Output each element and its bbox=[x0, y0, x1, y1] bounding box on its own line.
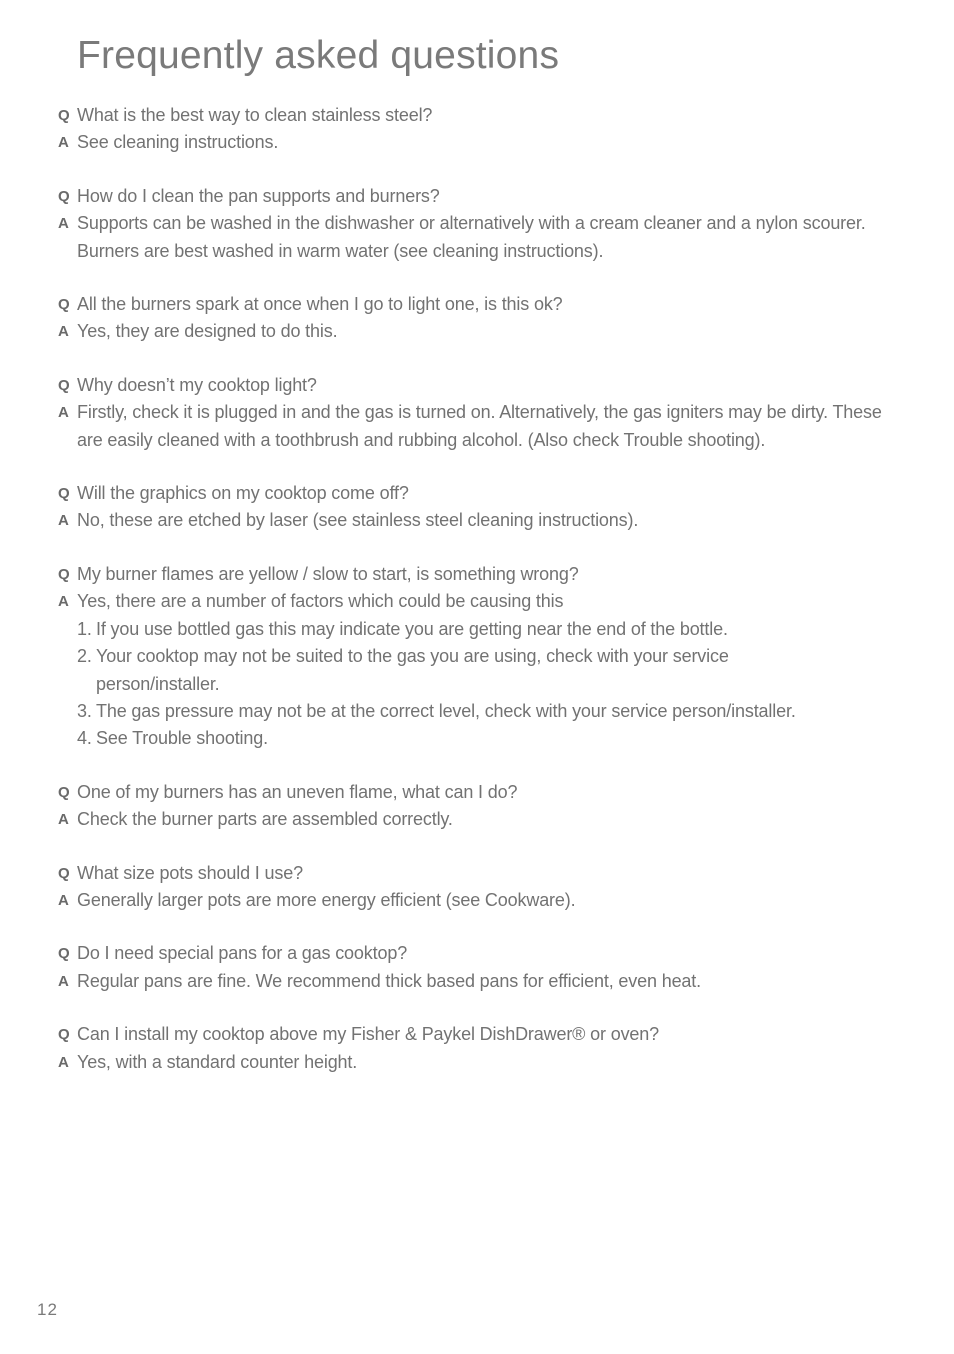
answer-text: Regular pans are fine. We recommend thick based pans for efficient, even heat. bbox=[77, 970, 701, 991]
question-text: All the burners spark at once when I go to light one, is this ok? bbox=[77, 294, 563, 315]
numbered-list bbox=[58, 616, 908, 753]
list-item-text: If you use bottled gas this may indicate you are getting near the end of the bottle. bbox=[96, 618, 728, 639]
faq-item bbox=[58, 561, 908, 753]
question-text: What is the best way to clean stainless steel? bbox=[77, 105, 433, 125]
answer-line bbox=[58, 887, 908, 914]
faq-item bbox=[58, 291, 908, 346]
list-item bbox=[77, 643, 908, 698]
list-item-number: 1. bbox=[77, 618, 92, 639]
question-marker: Q bbox=[58, 783, 70, 801]
question-text: Why doesn’t my cooktop light? bbox=[77, 374, 317, 395]
question-marker: Q bbox=[58, 945, 70, 963]
faq-item bbox=[58, 940, 908, 995]
answer-text: Supports can be washed in the dishwasher or alternatively with a cream cleaner and a nylon scourer. Burners are best washed in warm water (see cleaning instructions). bbox=[77, 213, 866, 261]
question-line bbox=[58, 1021, 908, 1048]
faq-item bbox=[58, 183, 908, 265]
question-line bbox=[58, 940, 908, 967]
question-text: What size pots should I use? bbox=[77, 862, 303, 883]
answer-text: Yes, with a standard counter height. bbox=[77, 1051, 358, 1072]
answer-line bbox=[58, 507, 908, 534]
answer-line bbox=[58, 1049, 908, 1076]
list-item bbox=[77, 725, 908, 752]
answer-line bbox=[58, 806, 908, 833]
question-text: Can I install my cooktop above my Fisher & Paykel DishDrawer® or oven? bbox=[77, 1024, 659, 1045]
answer-line bbox=[58, 588, 908, 615]
answer-marker: A bbox=[58, 134, 69, 152]
faq-item bbox=[58, 372, 908, 454]
question-marker: Q bbox=[58, 1026, 70, 1044]
question-line bbox=[58, 860, 908, 887]
answer-text: Yes, they are designed to do this. bbox=[77, 321, 338, 342]
question-text: Will the graphics on my cooktop come off? bbox=[77, 483, 409, 504]
answer-line bbox=[58, 210, 908, 265]
question-line bbox=[58, 183, 908, 210]
list-item-text: See Trouble shooting. bbox=[96, 728, 268, 749]
question-line bbox=[58, 102, 908, 129]
question-marker: Q bbox=[58, 485, 70, 503]
question-text: Do I need special pans for a gas cooktop? bbox=[77, 943, 408, 964]
answer-marker: A bbox=[58, 891, 69, 909]
answer-text: Check the burner parts are assembled correctly. bbox=[77, 809, 453, 830]
list-item-text: The gas pressure may not be at the correct level, check with your service person/installer. bbox=[96, 700, 796, 721]
answer-marker: A bbox=[58, 512, 69, 530]
answer-marker: A bbox=[58, 593, 69, 611]
list-item-number: 3. bbox=[77, 700, 92, 721]
question-line bbox=[58, 779, 908, 806]
faq-item bbox=[58, 102, 908, 157]
question-line bbox=[58, 480, 908, 507]
answer-line bbox=[58, 968, 908, 995]
question-marker: Q bbox=[58, 565, 70, 583]
list-item bbox=[77, 698, 908, 725]
answer-text: See cleaning instructions. bbox=[77, 132, 279, 153]
faq-item bbox=[58, 1021, 908, 1076]
answer-text: Yes, there are a number of factors which could be causing this bbox=[77, 591, 564, 612]
faq-item bbox=[58, 860, 908, 915]
faq-list bbox=[58, 102, 908, 1102]
question-line bbox=[58, 561, 908, 588]
question-line bbox=[58, 372, 908, 399]
answer-text: Generally larger pots are more energy efficient (see Cookware). bbox=[77, 889, 576, 910]
page-number: 12 bbox=[37, 1300, 58, 1319]
list-item-number: 2. bbox=[77, 646, 92, 667]
answer-marker: A bbox=[58, 972, 69, 990]
question-line bbox=[58, 291, 908, 318]
page-title: Frequently asked questions bbox=[77, 34, 560, 77]
answer-line bbox=[58, 399, 908, 454]
question-marker: Q bbox=[58, 296, 70, 314]
answer-marker: A bbox=[58, 811, 69, 829]
question-marker: Q bbox=[58, 376, 70, 394]
answer-line bbox=[58, 129, 908, 156]
answer-marker: A bbox=[58, 215, 69, 233]
question-text: How do I clean the pan supports and burners? bbox=[77, 185, 440, 206]
answer-marker: A bbox=[58, 1053, 69, 1071]
question-marker: Q bbox=[58, 864, 70, 882]
list-item-number: 4. bbox=[77, 728, 92, 749]
question-text: My burner flames are yellow / slow to start, is something wrong? bbox=[77, 563, 579, 584]
answer-line bbox=[58, 318, 908, 345]
list-item bbox=[77, 616, 908, 643]
question-text: One of my burners has an uneven flame, what can I do? bbox=[77, 781, 518, 802]
question-marker: Q bbox=[58, 107, 70, 124]
answer-text: Firstly, check it is plugged in and the gas is turned on. Alternatively, the gas igniters may be dirty. These are easily cleaned with a toothbrush and rubbing alcohol. (Also check Trouble shooting). bbox=[77, 402, 882, 450]
faq-item bbox=[58, 779, 908, 834]
answer-text: No, these are etched by laser (see stainless steel cleaning instructions). bbox=[77, 510, 639, 531]
list-item-text: Your cooktop may not be suited to the gas you are using, check with your service person/installer. bbox=[96, 646, 729, 694]
faq-item bbox=[58, 480, 908, 535]
question-marker: Q bbox=[58, 187, 70, 205]
answer-marker: A bbox=[58, 404, 69, 422]
answer-marker: A bbox=[58, 323, 69, 341]
